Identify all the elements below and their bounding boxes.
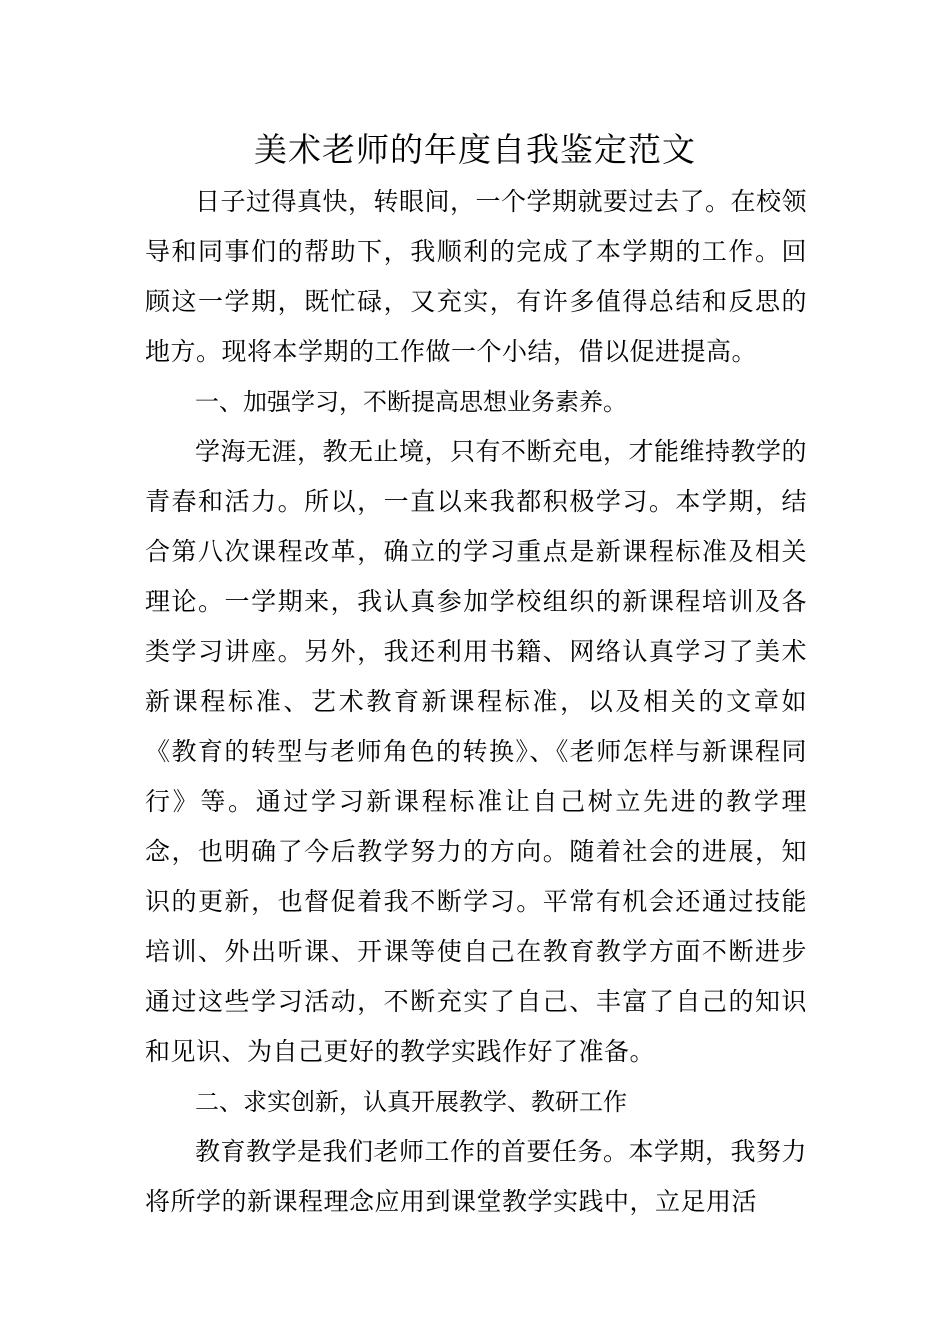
- section-heading-1: 一、加强学习，不断提高思想业务素养。: [195, 388, 627, 416]
- section-2-paragraph: 教育教学是我们老师工作的首要任务。本学期，我努力将所学的新课程理念应用到课堂教学实践中，立足用活: [145, 1137, 808, 1216]
- document-body: [145, 177, 807, 1227]
- document-title: 美术老师的年度自我鉴定范文: [254, 130, 696, 169]
- section-heading-2: 二、求实创新，认真开展教学、教研工作: [195, 1088, 627, 1116]
- intro-paragraph: 日子过得真快，转眼间，一个学期就要过去了。在校领导和同事们的帮助下，我顺利的完成了本学期的工作。回顾这一学期，既忙碌，又充实，有许多值得总结和反思的地方。现将本学期的工作做一个小结，借以促进提高。: [145, 187, 808, 366]
- section-1-paragraph: 学海无涯，教无止境，只有不断充电，才能维持教学的青春和活力。所以，一直以来我都积极学习。本学期，结合第八次课程改革，确立的学习重点是新课程标准及相关理论。一学期来，我认真参加学校组织的新课程培训及各类学习讲座。另外，我还利用书籍、网络认真学习了美术新课程标准、艺术教育新课程标准，以及相关的文章如《教育的转型与老师角色的转换》、《老师怎样与新课程同行》等。通过学习新课程标准让自己树立先进的教学理念，也明确了今后教学努力的方向。随着社会的进展，知识的更新，也督促着我不断学习。平常有机会还通过技能培训、外出听课、开课等使自己在教育教学方面不断进步通过这些学习活动，不断充实了自己、丰富了自己的知识和见识、为自己更好的教学实践作好了准备。: [145, 437, 808, 1066]
